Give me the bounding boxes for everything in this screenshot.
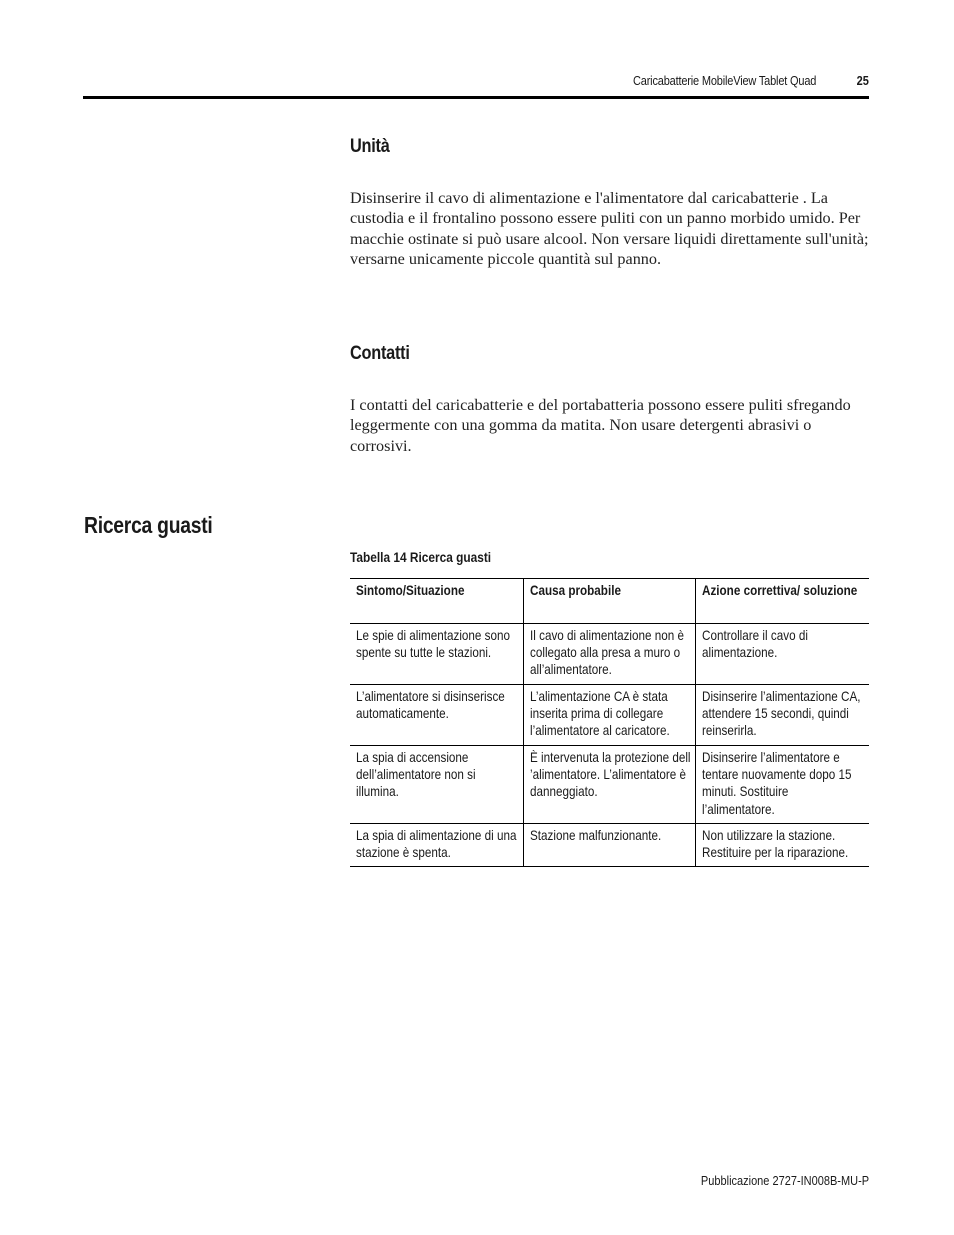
table-cell: Stazione malfunzionante. xyxy=(523,824,695,867)
paragraph-contatti: I contatti del caricabatterie e del portabatteria possono essere puliti sfregando leggermente con una gomma da matita. Non usare detergenti abrasivi o corrosivi. xyxy=(350,396,851,455)
table-cell: L’alimentazione CA è stata inserita prima di collegare l’alimentatore al caricatore. xyxy=(523,685,695,746)
page-header xyxy=(84,74,869,92)
table-row xyxy=(350,624,869,685)
table-header-row xyxy=(350,579,869,624)
column-header: Causa probabile xyxy=(523,579,695,624)
header-rule xyxy=(83,96,869,99)
paragraph-unita: Disinserire il cavo di alimentazione e l'alimentatore dal caricabatterie . La custodia e il frontalino possono essere puliti con un panno morbido umido. Per macchie ostinate si può usare alcool. Non versare liquidi direttamente sull'unità; versarne unicamente piccole quantità sul panno. xyxy=(350,189,869,268)
column-header: Sintomo/Situazione xyxy=(356,583,465,598)
table-row xyxy=(350,824,869,867)
publication-number: Pubblicazione 2727-IN008B-MU-P xyxy=(700,1174,869,1188)
heading-unita: Unità xyxy=(350,136,390,157)
column-header: Azione correttiva/ soluzione xyxy=(695,579,869,624)
table-cell: Non utilizzare la stazione. Restituire per la riparazione. xyxy=(695,824,869,867)
table-cell: È intervenuta la protezione dell ’alimentatore. L’alimentatore è danneggiato. xyxy=(523,746,695,824)
table-caption: Tabella 14 Ricerca guasti xyxy=(350,550,492,565)
running-title: Caricabatterie MobileView Tablet Quad xyxy=(632,74,816,88)
table-row xyxy=(350,746,869,824)
table-cell: La spia di alimentazione di una stazione è spenta. xyxy=(356,828,517,861)
heading-contatti: Contatti xyxy=(350,343,410,364)
table-cell: Le spie di alimentazione sono spente su tutte le stazioni. xyxy=(356,628,511,661)
table-cell: Controllare il cavo di alimentazione. xyxy=(695,624,869,685)
troubleshooting-table xyxy=(350,578,869,867)
table-cell: Disinserire l’alimentazione CA, attendere 15 secondi, quindi reinserirla. xyxy=(695,685,869,746)
table-cell: Il cavo di alimentazione non è collegato alla presa a muro o all’alimentatore. xyxy=(523,624,695,685)
heading-ricerca-guasti: Ricerca guasti xyxy=(84,512,213,538)
table-cell: L’alimentatore si disinserisce automaticamente. xyxy=(356,689,505,722)
table-cell: La spia di accensione dell’alimentatore non si illumina. xyxy=(356,750,476,800)
table-row xyxy=(350,685,869,746)
page-number: 25 xyxy=(856,74,869,88)
table-cell: Disinserire l’alimentatore e tentare nuovamente dopo 15 minuti. Sostituire l’alimentatore. xyxy=(695,746,869,824)
